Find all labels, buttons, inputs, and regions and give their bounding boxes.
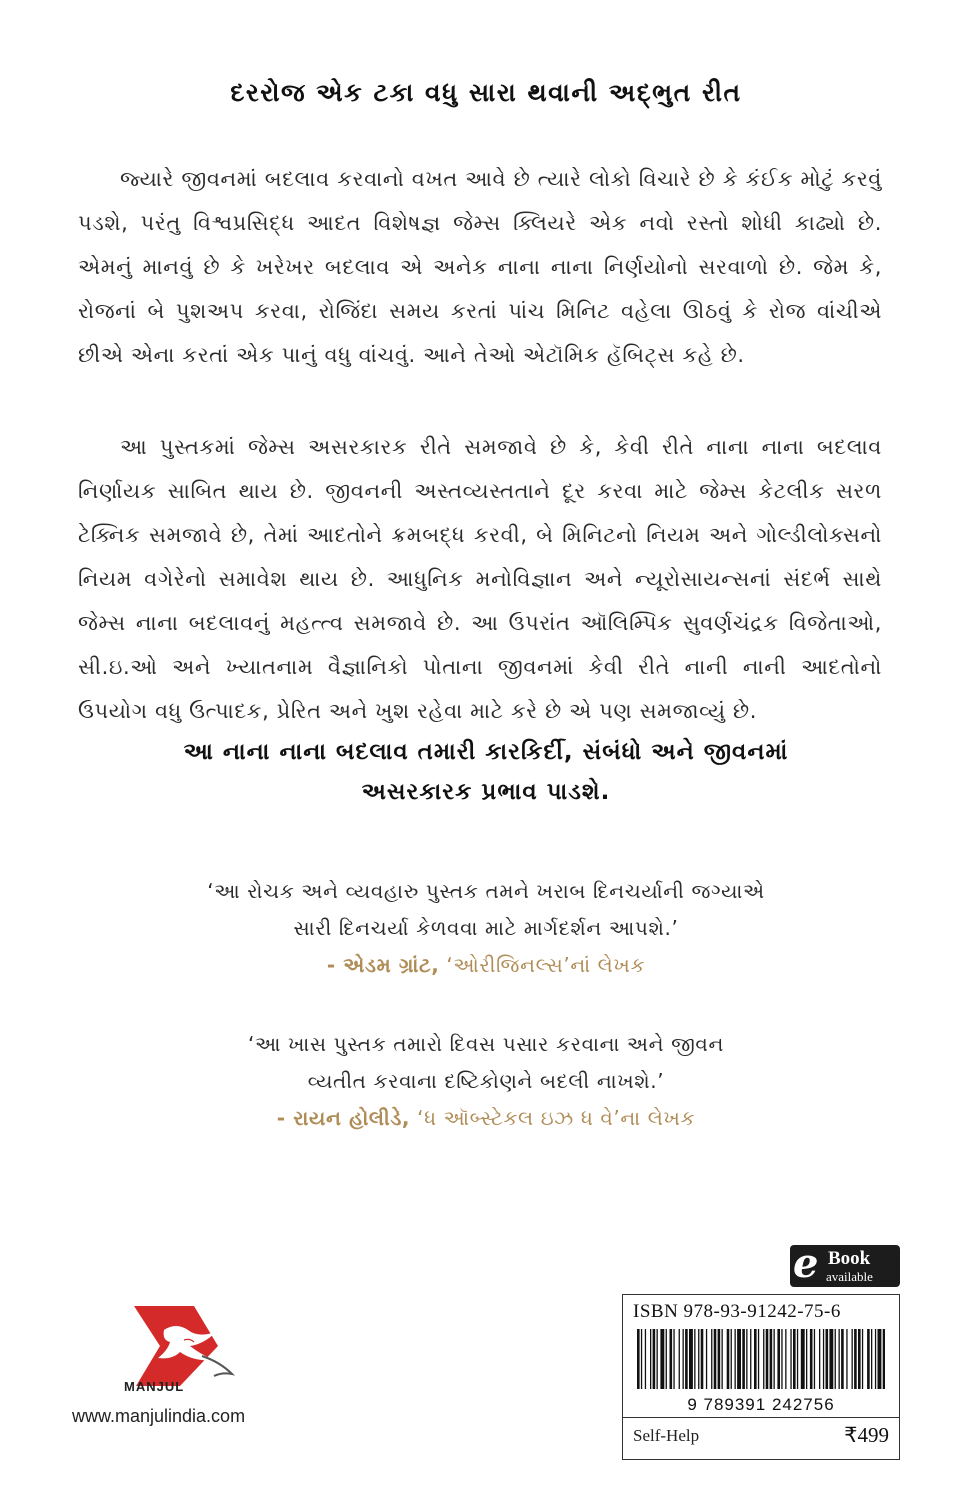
- barcode-bar: [735, 1329, 736, 1389]
- testimonial-1-attribution: [0, 947, 972, 984]
- barcode-bar: [766, 1329, 769, 1389]
- barcode-bar: [750, 1329, 751, 1389]
- barcode-bar: [698, 1329, 699, 1389]
- barcode-bar: [650, 1329, 651, 1389]
- paragraph-1-text: જ્યારે જીવનમાં બદલાવ કરવાનો વખત આવે છે ત્યારે લોકો વિચારે છે કે કંઈક મોટું કરવું પડશે, પરંતુ વિશ્વપ્રસિદ્ધ આદત વિશેષજ્ઞ જેમ્સ ક્લિયરે એક નવો રસ્તો શોધી કાઢ્યો છે. એમનું માનવું છે કે ખરેખર બદલાવ એ અનેક નાના નાના નિર્ણયોનો સરવાળો છે. જેમ કે, રોજનાં બે પુશઅપ કરવા, રોજિંદા સમય કરતાં પાંચ મિનિટ વહેલા ઊઠવું કે રોજ વાંચીએ છીએ એના કરતાં એક પાનું વધુ વાંચવું. આને તેઓ એટૉમિક હૅબિટ્સ કહે છે.: [78, 167, 882, 367]
- barcode-bar: [774, 1329, 775, 1389]
- paragraph-2-text: આ પુસ્તકમાં જેમ્સ અસરકારક રીતે સમજાવે છે કે, કેવી રીતે નાના નાના બદલાવ નિર્ણાયક સાબિત થાય છે. જીવનની અસ્તવ્યસ્તતાને દૂર કરવા માટે જેમ્સ કેટલીક સરળ ટેક્નિક સમજાવે છે, તેમાં આદતોને ક્રમબદ્ધ કરવી, બે મિનિટનો નિયમ અને ગોલ્ડીલોક્સનો નિયમ વગેરેનો સમાવેશ થાય છે. આધુનિક મનોવિજ્ઞાન અને ન્યૂરોસાયન્સનાં સંદર્ભ સાથે જેમ્સ નાના બદલાવનું મહત્ત્વ સમજાવે છે. આ ઉપરાંત ઑલિમ્પિક સુવર્ણચંદ્રક વિજેતાઓ, સી.ઇ.ઓ અને ખ્યાતનામ વૈજ્ઞાનિકો પોતાના જીવનમાં કેવી રીતે નાની નાની આદતોનો ઉપયોગ વધુ ઉત્પાદક, પ્રેરિત અને ખુશ રહેવા માટે કરે છે એ પણ સમજાવ્યું છે.: [78, 435, 882, 723]
- headline: દરરોજ એક ટકા વધુ સારા થવાની અદ્ભુત રીત: [230, 78, 742, 107]
- barcode-bar: [835, 1329, 836, 1389]
- testimonial-2-line-1: ‘આ ખાસ પુસ્તક તમારો દિવસ પસાર કરવાના અને જીવન: [248, 1032, 724, 1056]
- barcode-bar: [883, 1329, 885, 1389]
- barcode-bar: [660, 1329, 664, 1389]
- barcode-bar: [814, 1329, 815, 1389]
- emphasis-statement: [0, 732, 972, 812]
- description-paragraph-1: [78, 157, 882, 377]
- barcode-bar: [790, 1329, 791, 1389]
- barcode-bar: [867, 1329, 870, 1389]
- barcode-bar: [871, 1329, 872, 1389]
- barcode-bar: [852, 1329, 853, 1389]
- barcode-bar: [801, 1329, 805, 1389]
- barcode-bar: [689, 1329, 693, 1389]
- ebook-label: Book: [828, 1248, 871, 1269]
- barcode-bar: [823, 1329, 824, 1389]
- isbn-barcode-box: [622, 1294, 900, 1460]
- barcode-bar: [683, 1329, 684, 1389]
- emphasis-line-1: આ નાના નાના બદલાવ તમારી કારકિર્દી, સંબંધો અને જીવનમાં: [183, 739, 789, 765]
- barcode-bar: [819, 1329, 820, 1389]
- testimonial-1-author: - એડમ ગ્રાંટ,: [326, 953, 440, 977]
- barcode-bar: [770, 1329, 773, 1389]
- barcode-bar: [841, 1329, 844, 1389]
- testimonial-1-line-2: સારી દિનચર્યા કેળવવા માટે માર્ગદર્શન આપશે.’: [293, 916, 679, 940]
- barcode-bar: [781, 1329, 782, 1389]
- barcode-bar: [797, 1329, 798, 1389]
- barcode-bar: [645, 1329, 646, 1389]
- barcode-bar: [878, 1329, 882, 1389]
- ebook-available-label: available: [826, 1269, 873, 1284]
- barcode-bar: [746, 1329, 747, 1389]
- isbn-number: ISBN 978-93-91242-75-6: [633, 1301, 841, 1322]
- barcode-bar: [742, 1329, 745, 1389]
- barcode-bar: [685, 1329, 688, 1389]
- barcode-bar: [777, 1329, 780, 1389]
- category-label: Self-Help: [633, 1426, 700, 1445]
- barcode-bar: [718, 1329, 721, 1389]
- barcode-bar: [722, 1329, 723, 1389]
- barcode-bar: [666, 1329, 667, 1389]
- testimonial-2-author: - રાયન હોલીડે,: [276, 1106, 411, 1130]
- testimonial-1: [0, 873, 972, 984]
- testimonial-2-line-2: વ્યતીત કરવાના દષ્ટિકોણને બદલી નાખશે.’: [307, 1069, 665, 1093]
- publisher-name: MANJUL: [124, 1379, 185, 1394]
- barcode-bar: [679, 1329, 680, 1389]
- barcode-bar: [670, 1329, 673, 1389]
- barcode-bar: [731, 1329, 732, 1389]
- description-paragraph-2: [78, 425, 882, 733]
- barcode-bar: [854, 1329, 857, 1389]
- publisher-website: www.manjulindia.com: [72, 1406, 246, 1426]
- barcode-bar: [653, 1329, 656, 1389]
- barcode-bar: [657, 1329, 658, 1389]
- barcode-number: 9 789391 242756: [687, 1395, 835, 1414]
- barcode-bar: [714, 1329, 717, 1389]
- barcode-bar: [806, 1329, 807, 1389]
- testimonial-1-author-note: ‘ઓરીજિનલ્સ’નાં લેખક: [446, 953, 646, 977]
- barcode-bar: [673, 1329, 674, 1389]
- testimonial-2-attribution: [0, 1100, 972, 1137]
- swan-bird-logo-icon: [124, 1300, 240, 1388]
- barcode-bar: [763, 1329, 764, 1389]
- ebook-available-icon: [790, 1240, 900, 1287]
- isbn-box-divider: [623, 1417, 899, 1418]
- barcode-bar: [641, 1329, 642, 1389]
- barcode-bar: [826, 1329, 829, 1389]
- barcode-bar: [858, 1329, 861, 1389]
- barcode-bar: [737, 1329, 741, 1389]
- barcode-bar: [793, 1329, 796, 1389]
- barcode-bar: [637, 1329, 640, 1389]
- barcode-bar: [875, 1329, 876, 1389]
- barcode-bar: [758, 1329, 759, 1389]
- barcode-bar: [706, 1329, 707, 1389]
- barcode-bar: [862, 1329, 863, 1389]
- price-label: ₹499: [844, 1423, 889, 1447]
- testimonial-1-line-1: ‘આ રોચક અને વ્યવહારુ પુસ્તક તમને ખરાબ દિનચર્યાની જગ્યાએ: [207, 879, 765, 903]
- testimonial-2: [0, 1026, 972, 1137]
- barcode-bar: [846, 1329, 847, 1389]
- barcode-bar: [694, 1329, 695, 1389]
- testimonial-2-author-note: ‘ધ ઑબ્સ્ટેકલ ઇઝ ધ વે’ના લેખક: [417, 1106, 696, 1130]
- barcode-bar: [711, 1329, 712, 1389]
- barcode-bar: [829, 1329, 833, 1389]
- barcode-bar: [839, 1329, 840, 1389]
- barcode-bar: [754, 1329, 757, 1389]
- emphasis-line-2: અસરકારક પ્રભાવ પાડશે.: [361, 779, 611, 805]
- barcode-bar: [701, 1329, 704, 1389]
- ebook-e-glyph: e: [793, 1240, 819, 1287]
- barcode-bar: [810, 1329, 813, 1389]
- barcode-icon: [637, 1329, 885, 1389]
- barcode-bar: [727, 1329, 730, 1389]
- barcode-bar: [785, 1329, 786, 1389]
